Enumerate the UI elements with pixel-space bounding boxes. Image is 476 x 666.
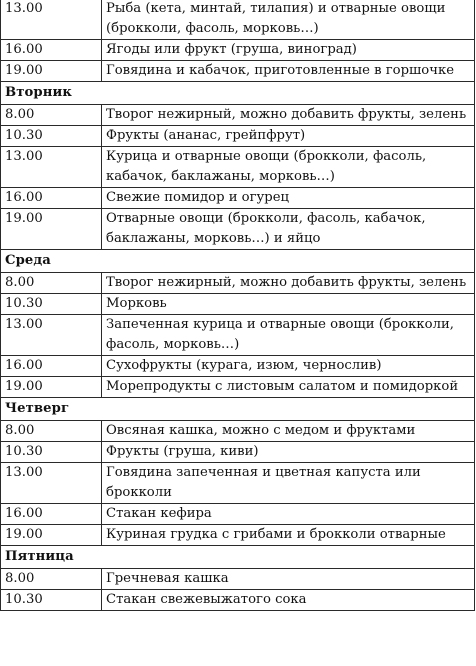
meal-time: 8.00: [1, 105, 102, 126]
meal-time: 8.00: [1, 421, 102, 442]
meal-description: Свежие помидор и огурец: [102, 188, 475, 209]
table-row: [1, 209, 475, 250]
meal-time: 16.00: [1, 188, 102, 209]
meal-description: Курица и отварные овощи (брокколи, фасоль, кабачок, баклажаны, морковь…): [102, 147, 475, 188]
meal-description: Ягоды или фрукт (груша, виноград): [102, 40, 475, 61]
meal-time: 13.00: [1, 0, 102, 40]
table-row: [1, 294, 475, 315]
meal-description: Морковь: [102, 294, 475, 315]
meal-description: Сухофрукты (курага, изюм, чернослив): [102, 356, 475, 377]
meal-time: 10.30: [1, 294, 102, 315]
meal-time: 8.00: [1, 273, 102, 294]
meal-time: 16.00: [1, 40, 102, 61]
meal-description: Фрукты (груша, киви): [102, 442, 475, 463]
table-row: [1, 315, 475, 356]
table-row: [1, 421, 475, 442]
meal-time: 8.00: [1, 569, 102, 590]
meal-time: 16.00: [1, 356, 102, 377]
table-row: [1, 147, 475, 188]
table-row: [1, 569, 475, 590]
meal-description: Стакан кефира: [102, 504, 475, 525]
table-row: [1, 188, 475, 209]
meal-description: Говядина запеченная и цветная капуста или брокколи: [102, 463, 475, 504]
table-row: [1, 463, 475, 504]
table-row: [1, 377, 475, 398]
meal-description: Фрукты (ананас, грейпфрут): [102, 126, 475, 147]
table-row: [1, 525, 475, 546]
meal-description: Гречневая кашка: [102, 569, 475, 590]
meal-description: Стакан свежевыжатого сока: [102, 590, 475, 611]
table-row: [1, 126, 475, 147]
meal-description: Запеченная курица и отварные овощи (брокколи, фасоль, морковь…): [102, 315, 475, 356]
meal-description: Морепродукты с листовым салатом и помидоркой: [102, 377, 475, 398]
table-row: [1, 0, 475, 40]
meal-time: 13.00: [1, 147, 102, 188]
table-row: [1, 105, 475, 126]
meal-description: Овсяная кашка, можно с медом и фруктами: [102, 421, 475, 442]
table-row: [1, 442, 475, 463]
meal-time: 19.00: [1, 377, 102, 398]
meal-description: Творог нежирный, можно добавить фрукты, зелень: [102, 273, 475, 294]
table-row: [1, 590, 475, 611]
day-header-row: [1, 546, 475, 569]
table-row: [1, 273, 475, 294]
meal-time: 19.00: [1, 209, 102, 250]
day-heading-thursday: Четверг: [1, 398, 475, 421]
meal-time: 13.00: [1, 463, 102, 504]
day-header-row: [1, 250, 475, 273]
table-row: [1, 504, 475, 525]
table-row: [1, 61, 475, 82]
meal-time: 10.30: [1, 590, 102, 611]
meal-time: 13.00: [1, 315, 102, 356]
day-heading-tuesday: Вторник: [1, 82, 475, 105]
meal-description: Творог нежирный, можно добавить фрукты, зелень: [102, 105, 475, 126]
meal-time: 10.30: [1, 442, 102, 463]
day-header-row: [1, 398, 475, 421]
day-header-row: [1, 82, 475, 105]
day-heading-wednesday: Среда: [1, 250, 475, 273]
meal-description: Говядина и кабачок, приготовленные в горшочке: [102, 61, 475, 82]
meal-time: 19.00: [1, 61, 102, 82]
table-row: [1, 40, 475, 61]
meal-time: 19.00: [1, 525, 102, 546]
meal-description: Отварные овощи (брокколи, фасоль, кабачок, баклажаны, морковь…) и яйцо: [102, 209, 475, 250]
table-row: [1, 356, 475, 377]
meal-description: Куриная грудка с грибами и брокколи отварные: [102, 525, 475, 546]
meal-time: 16.00: [1, 504, 102, 525]
meal-description: Рыба (кета, минтай, тилапия) и отварные овощи (брокколи, фасоль, морковь…): [102, 0, 475, 40]
day-heading-friday: Пятница: [1, 546, 475, 569]
meal-time: 10.30: [1, 126, 102, 147]
